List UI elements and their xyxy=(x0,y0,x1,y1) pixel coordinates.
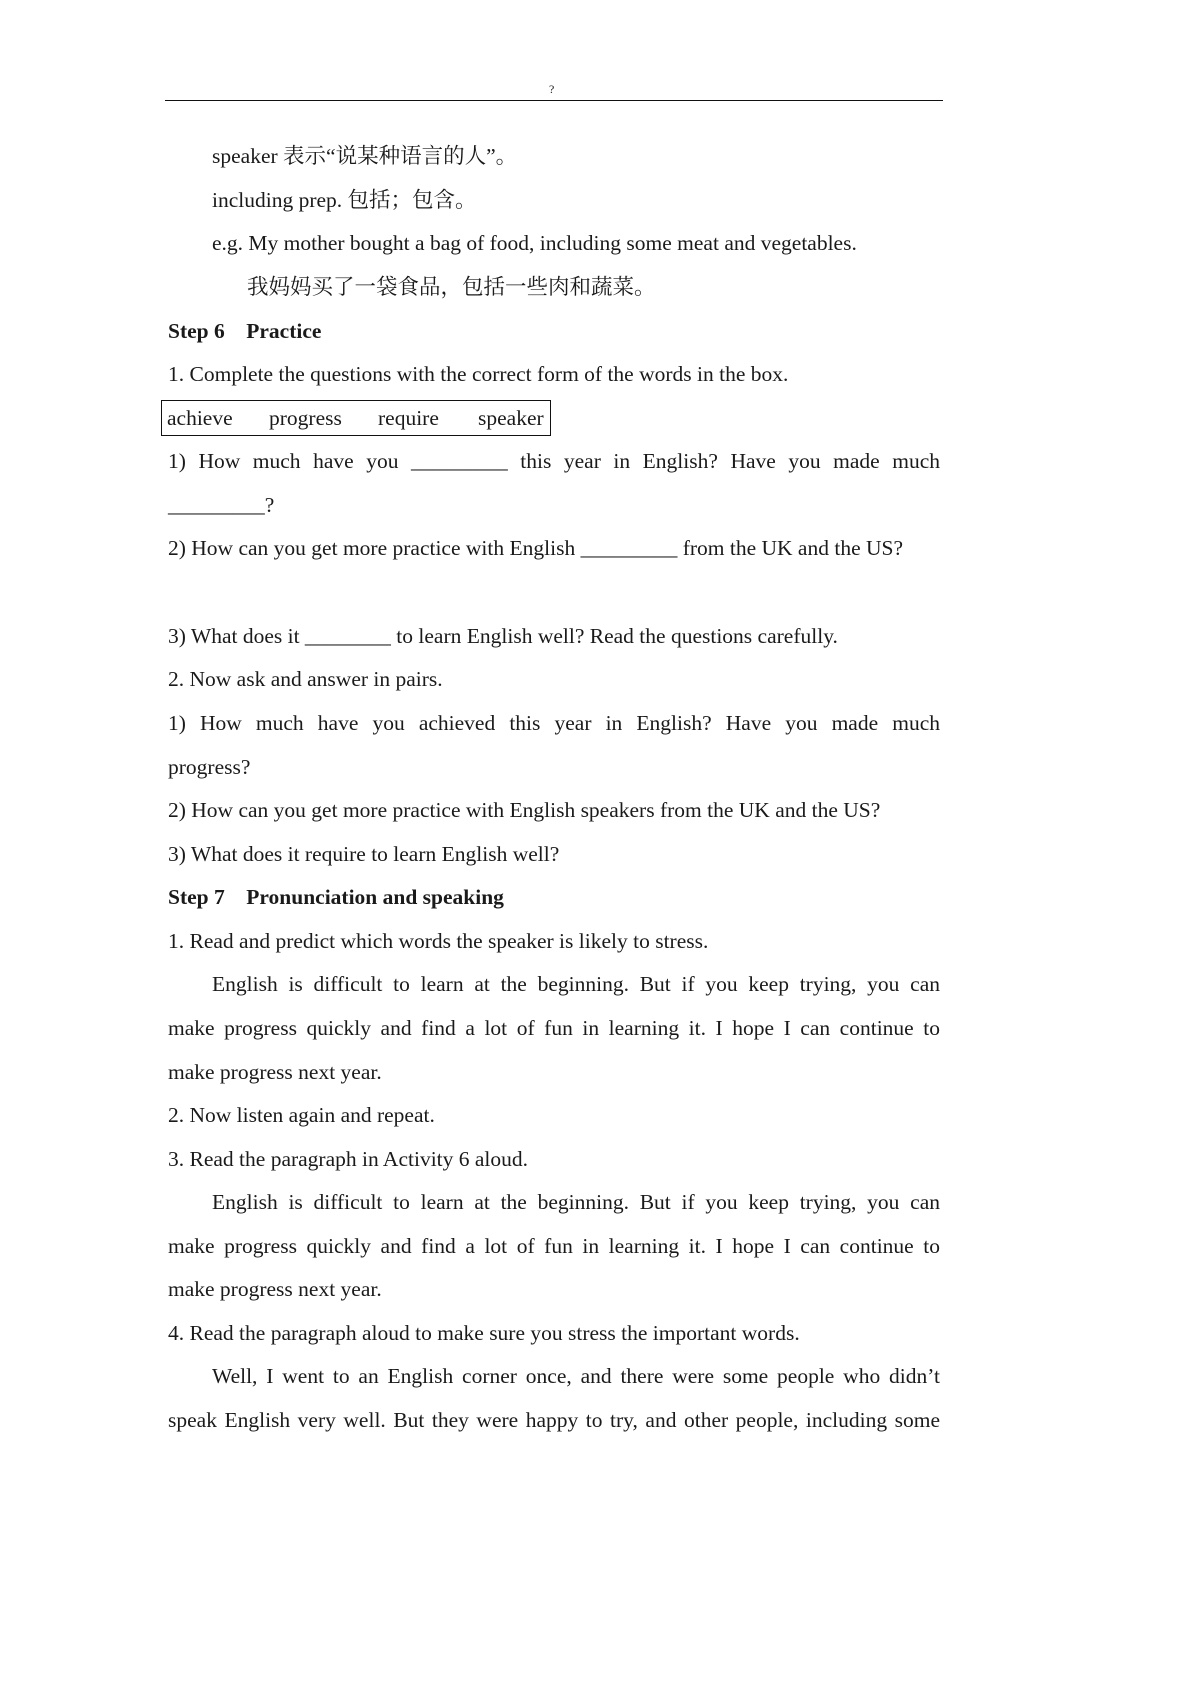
header-rule xyxy=(165,100,943,101)
answer-3: 3) What does it require to learn English well? xyxy=(168,842,560,866)
paragraph-2-line-2: make progress quickly and find a lot of fun in learning it. I hope I can continue to xyxy=(168,1234,940,1258)
step-6-heading: Step 6 Practice xyxy=(168,319,322,343)
example-translation: 我妈妈买了一袋食品，包括一些肉和蔬菜。 xyxy=(247,275,656,299)
exercise-1-instruction: 1. Complete the questions with the correct form of the words in the box. xyxy=(168,362,789,386)
answer-2: 2) How can you get more practice with English speakers from the UK and the US? xyxy=(168,798,881,822)
pronunciation-instruction-4: 4. Read the paragraph aloud to make sure you stress the important words. xyxy=(168,1321,800,1345)
paragraph-1-line-2: make progress quickly and find a lot of fun in learning it. I hope I can continue to xyxy=(168,1016,940,1040)
answer-1: 1) How much have you achieved this year in English? Have you made much xyxy=(168,711,940,735)
paragraph-1-line-1: English is difficult to learn at the beginning. But if you keep trying, you can xyxy=(212,972,940,996)
header-mark: ? xyxy=(549,82,555,96)
question-2: 2) How can you get more practice with English _________ from the UK and the US? xyxy=(168,536,904,560)
pronunciation-instruction-1: 1. Read and predict which words the speaker is likely to stress. xyxy=(168,929,709,953)
pronunciation-instruction-3: 3. Read the paragraph in Activity 6 aloud. xyxy=(168,1147,529,1171)
paragraph-2-line-3: make progress next year. xyxy=(168,1277,382,1301)
paragraph-1-line-3: make progress next year. xyxy=(168,1060,382,1084)
word-box-item: achieve xyxy=(167,406,233,430)
example-sentence: e.g. My mother bought a bag of food, including some meat and vegetables. xyxy=(212,231,857,255)
question-3: 3) What does it ________ to learn English well? Read the questions carefully. xyxy=(168,624,838,648)
question-1-continued: _________? xyxy=(168,493,275,517)
paragraph-3-line-2: speak English very well. But they were happy to try, and other people, including some xyxy=(168,1408,940,1432)
exercise-2-instruction: 2. Now ask and answer in pairs. xyxy=(168,667,443,691)
question-1: 1) How much have you _________ this year in English? Have you made much xyxy=(168,449,940,473)
step-7-heading: Step 7 Pronunciation and speaking xyxy=(168,885,504,909)
paragraph-3-line-1: Well, I went to an English corner once, and there were some people who didn’t xyxy=(212,1364,940,1388)
vocab-note-speaker: speaker 表示“说某种语言的人”。 xyxy=(212,144,518,168)
word-box-item: progress xyxy=(269,406,342,430)
word-box-item: require xyxy=(378,406,439,430)
answer-1-continued: progress? xyxy=(168,755,251,779)
pronunciation-instruction-2: 2. Now listen again and repeat. xyxy=(168,1103,435,1127)
vocab-note-including: including prep. 包括；包含。 xyxy=(212,188,477,212)
word-box-item: speaker xyxy=(478,406,544,430)
paragraph-2-line-1: English is difficult to learn at the beginning. But if you keep trying, you can xyxy=(212,1190,940,1214)
word-box xyxy=(161,400,551,436)
